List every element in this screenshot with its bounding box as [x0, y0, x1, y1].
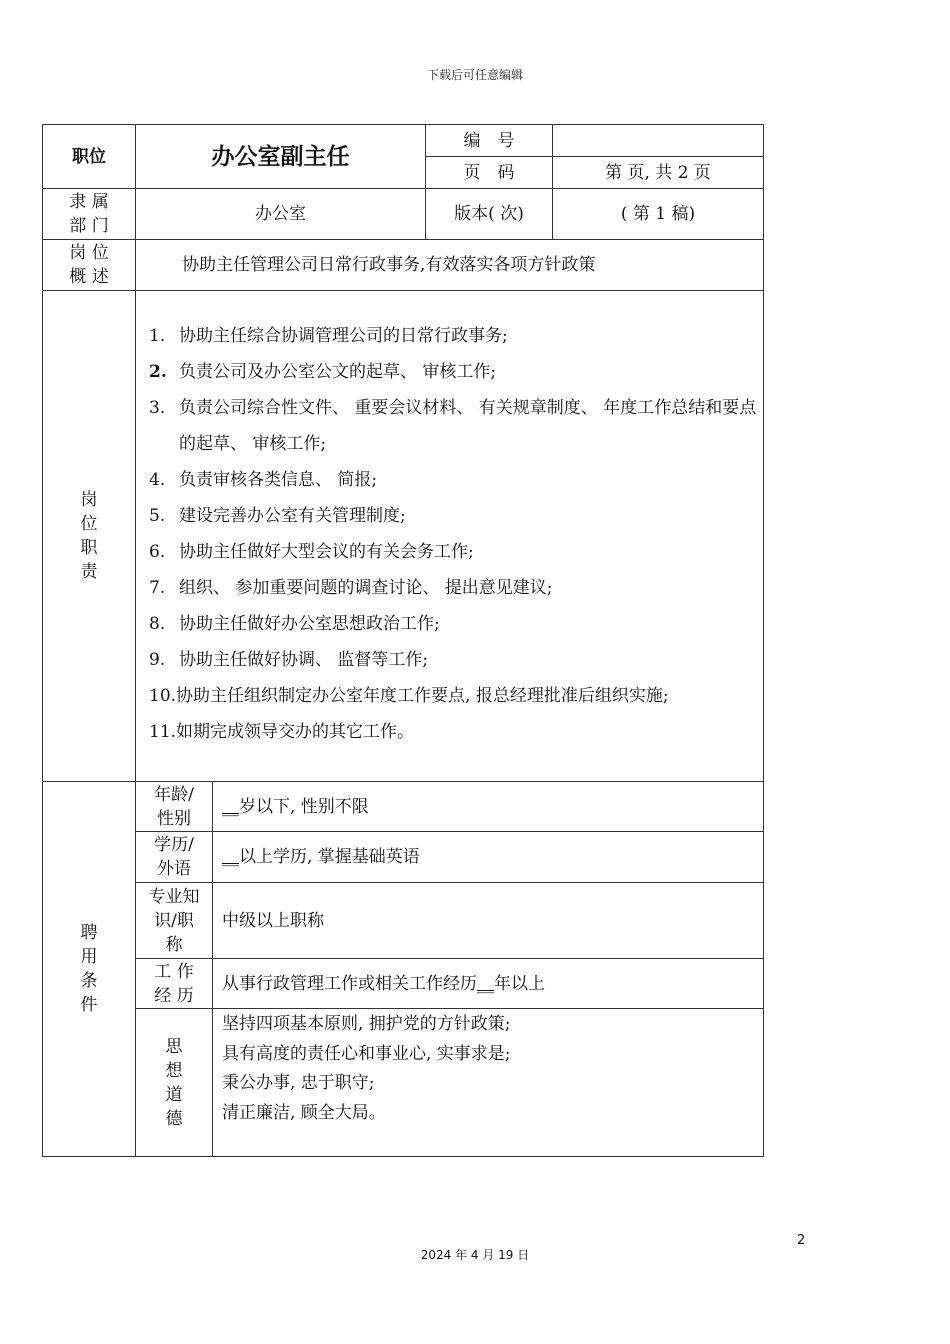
duties-label-char: 责	[80, 562, 98, 582]
duties-label-char: 职	[80, 538, 98, 558]
exp-label-line: 工 作	[154, 961, 194, 982]
age-label-line: 年龄/	[154, 784, 194, 805]
hiring-label-char: 用	[80, 947, 98, 967]
edu-label-line: 学历/	[154, 835, 194, 855]
exp-value	[212, 958, 764, 1009]
duty-item	[149, 714, 414, 750]
version-label: 版本( 次)	[425, 188, 553, 240]
duty-text: 如期完成领导交办的其它工作。	[176, 722, 415, 742]
edu-label-line: 外语	[157, 859, 191, 879]
duty-number: 7.	[149, 578, 166, 598]
position-label: 职位	[42, 124, 136, 189]
edu-value	[212, 831, 764, 883]
duty-number: 10.	[149, 686, 177, 706]
duty-item	[149, 570, 553, 606]
summary-label-line: 岗 位	[69, 243, 109, 263]
hiring-label	[42, 781, 136, 1157]
number-value	[552, 124, 764, 157]
summary-label	[42, 239, 136, 291]
hiring-label-char: 条	[80, 971, 98, 991]
dept-label-line: 隶 属	[69, 192, 109, 212]
duty-number: 2.	[149, 362, 167, 382]
ethics-label	[135, 1008, 213, 1157]
duty-number: 4.	[149, 470, 166, 490]
skill-label-line: 称	[165, 934, 183, 955]
duty-text: 组织、 参加重要问题的调查讨论、 提出意见建议;	[179, 578, 553, 598]
duty-text: 建设完善办公室有关管理制度;	[179, 506, 406, 526]
exp-blank: __	[477, 973, 494, 994]
age-blank: __	[222, 796, 239, 817]
position-title: 办公室副主任	[135, 124, 426, 189]
dept-value: 办公室	[135, 188, 426, 240]
version-value: ( 第 1 稿)	[552, 188, 764, 240]
edu-blank: __	[222, 847, 239, 867]
exp-label	[135, 958, 213, 1009]
duty-text: 协助主任做好办公室思想政治工作;	[179, 614, 440, 634]
ethics-line: 秉公办事, 忠于职守;	[222, 1073, 375, 1093]
dept-label	[42, 188, 136, 240]
skill-value: 中级以上职称	[212, 882, 764, 959]
duties-label-char: 位	[80, 514, 98, 534]
duty-text: 协助主任做好大型会议的有关会务工作;	[179, 542, 474, 562]
duty-item	[149, 462, 377, 498]
skill-label-line: 专业知	[148, 886, 200, 907]
duty-number: 9.	[149, 650, 166, 670]
page-number: 2	[797, 1233, 806, 1248]
duty-text: 负责公司综合性文件、 重要会议材料、 有关规章制度、 年度工作总结和要点的起草、 审核工作;	[179, 398, 757, 454]
skill-label	[135, 882, 213, 959]
duty-number: 8.	[149, 614, 166, 634]
hiring-label-char: 件	[80, 995, 98, 1015]
ethics-label-char: 想	[165, 1060, 183, 1081]
ethics-label-char: 思	[165, 1036, 183, 1057]
edu-label	[135, 831, 213, 883]
duty-item	[149, 642, 428, 678]
age-label-line: 性别	[157, 808, 191, 829]
summary-label-line: 概 述	[69, 267, 109, 287]
age-value	[212, 781, 764, 832]
duties-label	[42, 290, 136, 782]
skill-label-line: 识/职	[154, 910, 194, 931]
exp-text-b: 年以上	[494, 973, 545, 994]
ethics-value	[212, 1008, 764, 1157]
duty-text: 负责审核各类信息、 简报;	[179, 470, 378, 490]
edu-text: 以上学历, 掌握基础英语	[239, 847, 420, 867]
page-label: 页 码	[425, 156, 553, 189]
duty-item	[149, 318, 508, 354]
ethics-label-char: 德	[165, 1108, 183, 1129]
duty-item	[149, 498, 406, 534]
exp-label-line: 经 历	[154, 985, 194, 1006]
duty-item	[149, 354, 496, 390]
duties-list	[135, 290, 764, 782]
duty-item	[149, 678, 669, 714]
duty-item	[149, 606, 440, 642]
duty-text: 负责公司及办公室公文的起草、 审核工作;	[179, 362, 497, 382]
ethics-line: 清正廉洁, 顾全大局。	[222, 1102, 386, 1123]
number-label: 编 号	[425, 124, 553, 157]
duty-number: 3.	[149, 398, 166, 418]
ethics-line: 坚持四项基本原则, 拥护党的方针政策;	[222, 1014, 511, 1034]
duty-text: 协助主任综合协调管理公司的日常行政事务;	[179, 326, 508, 346]
ethics-label-char: 道	[165, 1084, 183, 1105]
duty-item	[149, 390, 757, 462]
duty-number: 1.	[149, 326, 166, 346]
age-text: 岁以下, 性别不限	[239, 796, 369, 817]
ethics-line: 具有高度的责任心和事业心, 实事求是;	[222, 1043, 511, 1064]
summary-value: 协助主任管理公司日常行政事务,有效落实各项方针政策	[135, 239, 764, 291]
duty-text: 协助主任组织制定办公室年度工作要点, 报总经理批准后组织实施;	[176, 686, 669, 706]
age-label	[135, 781, 213, 832]
duty-number: 6.	[149, 542, 166, 562]
duty-item	[149, 534, 474, 570]
dept-label-line: 部 门	[69, 216, 109, 236]
duties-label-char: 岗	[80, 490, 98, 510]
header-note: 下载后可任意编辑	[426, 68, 523, 82]
page-value: 第 页, 共 2 页	[552, 156, 764, 189]
hiring-label-char: 聘	[80, 923, 98, 943]
duty-number: 11.	[149, 722, 177, 742]
duty-text: 协助主任做好协调、 监督等工作;	[179, 650, 429, 670]
footer-date: 2024 年 4 月 19 日	[420, 1248, 530, 1262]
duty-number: 5.	[149, 506, 166, 526]
exp-text-a: 从事行政管理工作或相关工作经历	[222, 973, 477, 994]
